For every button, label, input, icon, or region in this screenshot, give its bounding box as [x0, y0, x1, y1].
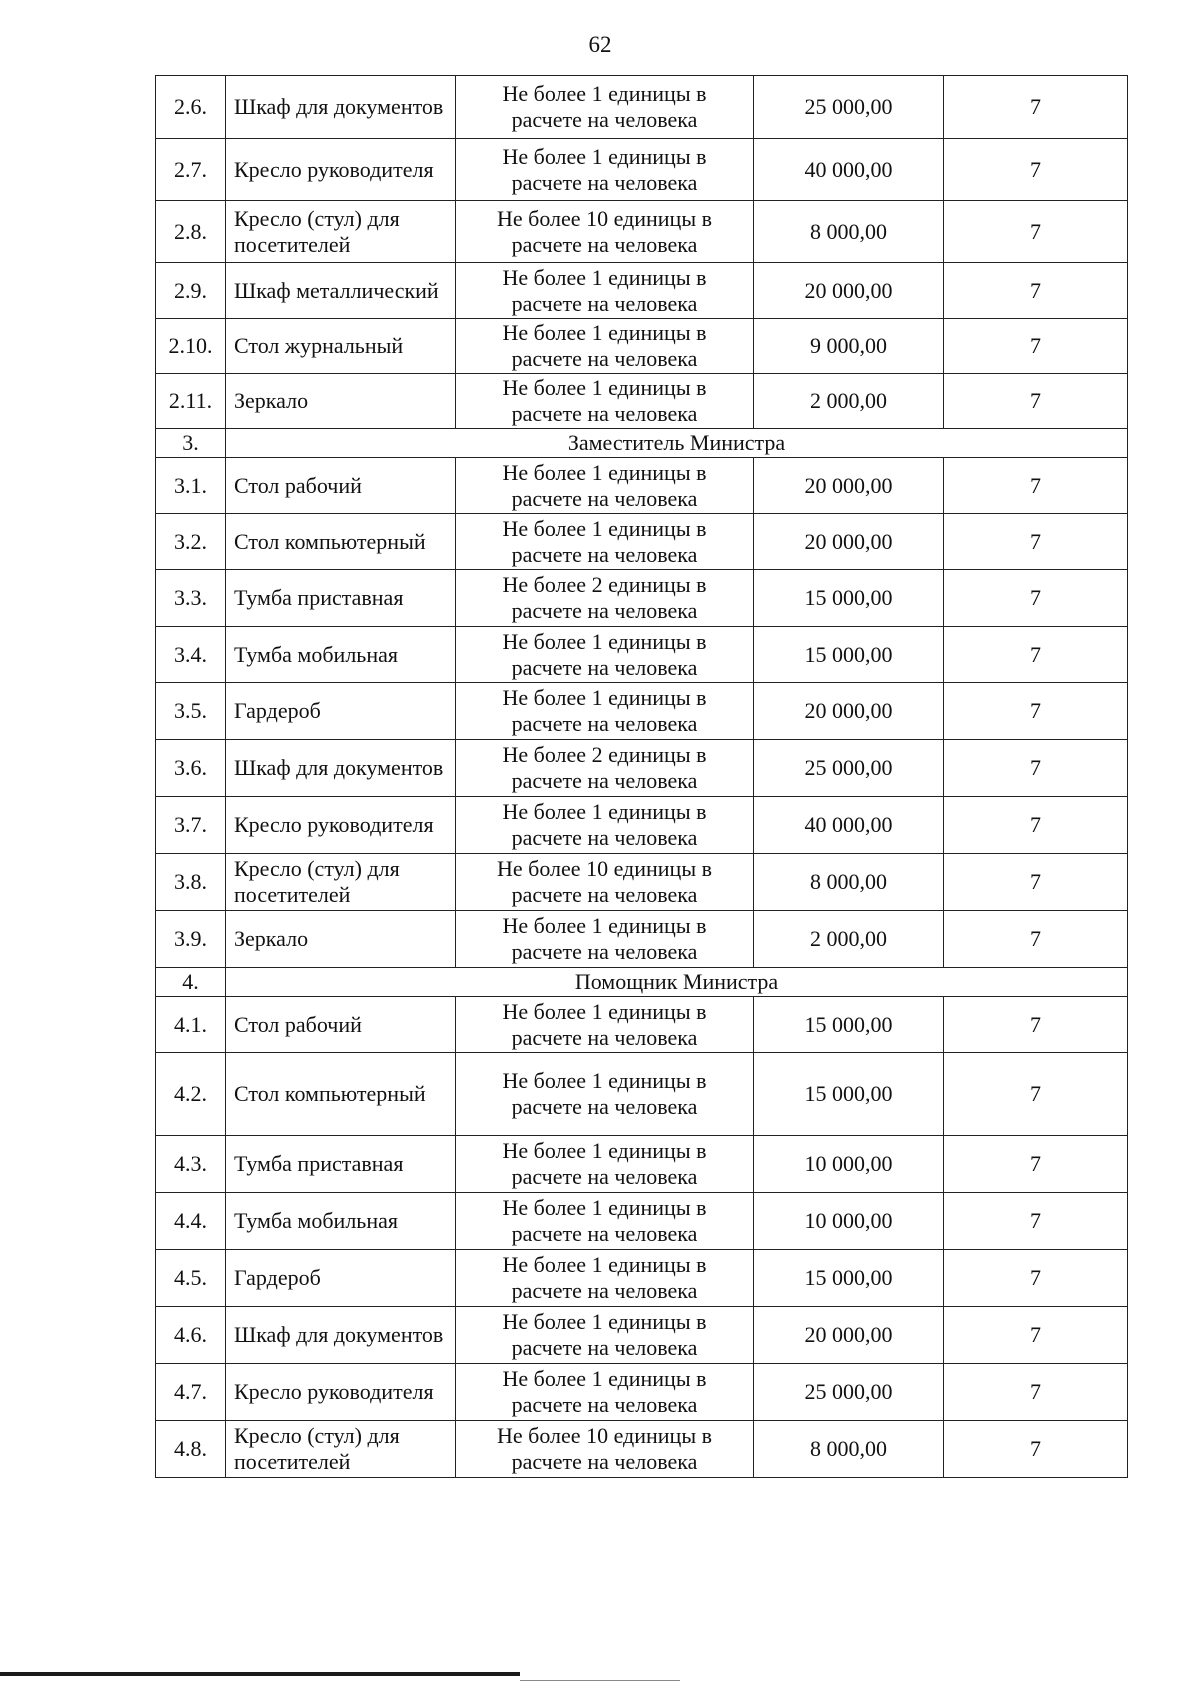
item-number: 4.5. — [156, 1250, 226, 1307]
item-term: 7 — [944, 201, 1128, 263]
item-norm — [456, 1307, 754, 1364]
item-price: 8 000,00 — [754, 1421, 944, 1478]
item-number: 4.7. — [156, 1364, 226, 1421]
item-norm-line-1: Не более 1 единицы в — [502, 515, 707, 541]
item-name: Тумба мобильная — [226, 1193, 456, 1250]
item-norm-line-1: Не более 10 единицы в — [497, 1423, 712, 1449]
item-term: 7 — [944, 76, 1128, 139]
item-norm-line-1: Не более 1 единицы в — [502, 81, 707, 107]
item-norm-line-1: Не более 1 единицы в — [502, 1252, 707, 1278]
item-price: 40 000,00 — [754, 797, 944, 854]
table-row — [156, 514, 1128, 570]
item-name: Тумба приставная — [226, 1136, 456, 1193]
item-name: Тумба мобильная — [226, 627, 456, 683]
item-number: 3.2. — [156, 514, 226, 570]
item-norm-line-2: расчете на человека — [511, 882, 698, 907]
item-term: 7 — [944, 319, 1128, 374]
item-norm-line-1: Не более 1 единицы в — [502, 913, 707, 939]
item-norm-line-1: Не более 1 единицы в — [502, 1366, 707, 1392]
table-row — [156, 797, 1128, 854]
item-norm — [456, 627, 754, 683]
item-norm-line-1: Не более 1 единицы в — [502, 685, 707, 711]
item-price: 25 000,00 — [754, 1364, 944, 1421]
item-norm-line-1: Не более 1 единицы в — [502, 628, 707, 654]
section-header-row — [156, 429, 1128, 458]
section-header-row — [156, 968, 1128, 997]
item-norm-line-1: Не более 2 единицы в — [502, 572, 707, 598]
item-price: 9 000,00 — [754, 319, 944, 374]
table-row — [156, 1136, 1128, 1193]
item-number: 2.7. — [156, 139, 226, 201]
item-name: Стол журнальный — [226, 319, 456, 374]
item-norm-line-1: Не более 2 единицы в — [502, 742, 707, 768]
item-norm-line-1: Не более 10 единицы в — [497, 205, 712, 231]
item-norm-line-2: расчете на человека — [511, 1392, 698, 1417]
item-norm-line-1: Не более 1 единицы в — [502, 998, 707, 1024]
section-title: Заместитель Министра — [226, 429, 1128, 458]
item-norm-line-1: Не более 1 единицы в — [502, 1195, 707, 1221]
item-term: 7 — [944, 1421, 1128, 1478]
item-term: 7 — [944, 1364, 1128, 1421]
item-name: Шкаф для документов — [226, 1307, 456, 1364]
table-row — [156, 1250, 1128, 1307]
item-name: Стол рабочий — [226, 997, 456, 1053]
item-norm-line-1: Не более 1 единицы в — [502, 264, 707, 290]
item-norm-line-1: Не более 1 единицы в — [502, 1068, 707, 1094]
page-number: 62 — [588, 32, 612, 57]
item-price: 15 000,00 — [754, 1250, 944, 1307]
item-name: Кресло (стул) для посетителей — [226, 1421, 456, 1478]
section-number: 4. — [156, 968, 226, 997]
table-row — [156, 570, 1128, 627]
item-price: 20 000,00 — [754, 514, 944, 570]
item-price: 20 000,00 — [754, 683, 944, 740]
item-norm — [456, 1364, 754, 1421]
item-price: 15 000,00 — [754, 1053, 944, 1136]
scan-edge-line — [520, 1680, 680, 1681]
item-norm-line-1: Не более 1 единицы в — [502, 143, 707, 169]
table-row — [156, 374, 1128, 429]
item-price: 15 000,00 — [754, 997, 944, 1053]
item-term: 7 — [944, 911, 1128, 968]
item-term: 7 — [944, 797, 1128, 854]
item-norm — [456, 911, 754, 968]
item-term: 7 — [944, 627, 1128, 683]
table-row — [156, 911, 1128, 968]
scan-edge-mark — [0, 1672, 520, 1676]
table-row — [156, 683, 1128, 740]
item-number: 2.6. — [156, 76, 226, 139]
item-norm-line-2: расчете на человека — [511, 541, 698, 567]
item-number: 3.8. — [156, 854, 226, 911]
item-number: 2.9. — [156, 263, 226, 319]
item-term: 7 — [944, 997, 1128, 1053]
item-norm-line-2: расчете на человека — [511, 711, 698, 736]
item-price: 40 000,00 — [754, 139, 944, 201]
item-term: 7 — [944, 139, 1128, 201]
item-number: 4.3. — [156, 1136, 226, 1193]
item-term: 7 — [944, 1136, 1128, 1193]
item-name: Шкаф металлический — [226, 263, 456, 319]
item-term: 7 — [944, 1250, 1128, 1307]
item-name: Стол рабочий — [226, 458, 456, 514]
item-norm — [456, 139, 754, 201]
item-number: 3.6. — [156, 740, 226, 797]
item-norm-line-2: расчете на человека — [511, 1335, 698, 1360]
item-price: 20 000,00 — [754, 458, 944, 514]
item-price: 15 000,00 — [754, 627, 944, 683]
item-norm — [456, 76, 754, 139]
item-norm-line-2: расчете на человека — [511, 654, 698, 680]
table-row — [156, 740, 1128, 797]
table-row — [156, 1307, 1128, 1364]
table-row — [156, 458, 1128, 514]
item-norm-line-2: расчете на человека — [511, 1024, 698, 1050]
item-norm-line-2: расчете на человека — [511, 231, 698, 257]
item-name: Кресло руководителя — [226, 139, 456, 201]
item-number: 4.4. — [156, 1193, 226, 1250]
item-number: 3.1. — [156, 458, 226, 514]
table-row — [156, 76, 1128, 139]
item-number: 4.2. — [156, 1053, 226, 1136]
item-norm-line-2: расчете на человека — [511, 1094, 698, 1119]
item-term: 7 — [944, 1193, 1128, 1250]
item-norm-line-2: расчете на человека — [511, 1164, 698, 1189]
item-name: Кресло руководителя — [226, 1364, 456, 1421]
item-number: 2.11. — [156, 374, 226, 429]
item-norm-line-2: расчете на человека — [511, 768, 698, 793]
item-number: 4.6. — [156, 1307, 226, 1364]
item-price: 15 000,00 — [754, 570, 944, 627]
item-norm-line-1: Не более 1 единицы в — [502, 320, 707, 346]
item-name: Кресло (стул) для посетителей — [226, 201, 456, 263]
item-norm-line-2: расчете на человека — [511, 169, 698, 195]
item-price: 25 000,00 — [754, 76, 944, 139]
item-norm-line-2: расчете на человека — [511, 1449, 698, 1474]
item-norm — [456, 514, 754, 570]
table-row — [156, 319, 1128, 374]
item-price: 8 000,00 — [754, 854, 944, 911]
table-row — [156, 1421, 1128, 1478]
item-norm — [456, 1053, 754, 1136]
item-name: Зеркало — [226, 911, 456, 968]
item-norm-line-2: расчете на человека — [511, 401, 698, 426]
item-norm-line-1: Не более 1 единицы в — [502, 459, 707, 485]
item-term: 7 — [944, 263, 1128, 319]
item-norm-line-1: Не более 1 единицы в — [502, 375, 707, 401]
table-body — [156, 76, 1128, 1478]
item-norm — [456, 263, 754, 319]
item-term: 7 — [944, 458, 1128, 514]
item-norm-line-2: расчете на человека — [511, 598, 698, 623]
item-norm-line-1: Не более 1 единицы в — [502, 1309, 707, 1335]
table-row — [156, 1193, 1128, 1250]
item-term: 7 — [944, 854, 1128, 911]
item-name: Стол компьютерный — [226, 514, 456, 570]
item-name: Кресло (стул) для посетителей — [226, 854, 456, 911]
item-term: 7 — [944, 683, 1128, 740]
item-name: Стол компьютерный — [226, 1053, 456, 1136]
item-norm — [456, 683, 754, 740]
item-number: 2.10. — [156, 319, 226, 374]
item-norm — [456, 570, 754, 627]
item-number: 3.7. — [156, 797, 226, 854]
item-name: Шкаф для документов — [226, 740, 456, 797]
item-number: 3.5. — [156, 683, 226, 740]
item-norm-line-2: расчете на человека — [511, 1278, 698, 1303]
item-number: 4.8. — [156, 1421, 226, 1478]
item-name: Шкаф для документов — [226, 76, 456, 139]
item-term: 7 — [944, 570, 1128, 627]
item-term: 7 — [944, 740, 1128, 797]
item-norm — [456, 854, 754, 911]
item-norm — [456, 1421, 754, 1478]
table-row — [156, 627, 1128, 683]
item-number: 3.4. — [156, 627, 226, 683]
table-row — [156, 854, 1128, 911]
item-norm-line-1: Не более 1 единицы в — [502, 1138, 707, 1164]
item-norm-line-2: расчете на человека — [511, 290, 698, 316]
item-name: Зеркало — [226, 374, 456, 429]
item-price: 10 000,00 — [754, 1136, 944, 1193]
item-number: 3.9. — [156, 911, 226, 968]
item-price: 25 000,00 — [754, 740, 944, 797]
table-row — [156, 263, 1128, 319]
item-term: 7 — [944, 1053, 1128, 1136]
norms-table — [155, 75, 1128, 1478]
item-norm — [456, 458, 754, 514]
item-norm-line-2: расчете на человека — [511, 485, 698, 511]
item-number: 3.3. — [156, 570, 226, 627]
item-price: 10 000,00 — [754, 1193, 944, 1250]
item-name: Кресло руководителя — [226, 797, 456, 854]
item-number: 4.1. — [156, 997, 226, 1053]
table-row — [156, 1364, 1128, 1421]
section-number: 3. — [156, 429, 226, 458]
item-norm-line-2: расчете на человека — [511, 1221, 698, 1246]
item-term: 7 — [944, 1307, 1128, 1364]
table-row — [156, 139, 1128, 201]
table-row — [156, 1053, 1128, 1136]
item-number: 2.8. — [156, 201, 226, 263]
item-price: 2 000,00 — [754, 911, 944, 968]
item-norm — [456, 797, 754, 854]
item-norm — [456, 997, 754, 1053]
item-norm-line-2: расчете на человека — [511, 107, 698, 132]
item-norm — [456, 740, 754, 797]
item-norm-line-2: расчете на человека — [511, 346, 698, 371]
item-name: Гардероб — [226, 683, 456, 740]
item-price: 20 000,00 — [754, 263, 944, 319]
item-norm — [456, 201, 754, 263]
item-norm — [456, 1250, 754, 1307]
section-title: Помощник Министра — [226, 968, 1128, 997]
item-term: 7 — [944, 514, 1128, 570]
item-name: Гардероб — [226, 1250, 456, 1307]
item-name: Тумба приставная — [226, 570, 456, 627]
item-norm-line-2: расчете на человека — [511, 825, 698, 850]
item-norm-line-1: Не более 1 единицы в — [502, 799, 707, 825]
item-norm — [456, 1193, 754, 1250]
item-price: 20 000,00 — [754, 1307, 944, 1364]
item-norm-line-2: расчете на человека — [511, 939, 698, 964]
item-norm — [456, 374, 754, 429]
item-norm-line-1: Не более 10 единицы в — [497, 856, 712, 882]
item-norm — [456, 319, 754, 374]
table-row — [156, 997, 1128, 1053]
item-price: 2 000,00 — [754, 374, 944, 429]
item-norm — [456, 1136, 754, 1193]
item-price: 8 000,00 — [754, 201, 944, 263]
table-row — [156, 201, 1128, 263]
item-term: 7 — [944, 374, 1128, 429]
